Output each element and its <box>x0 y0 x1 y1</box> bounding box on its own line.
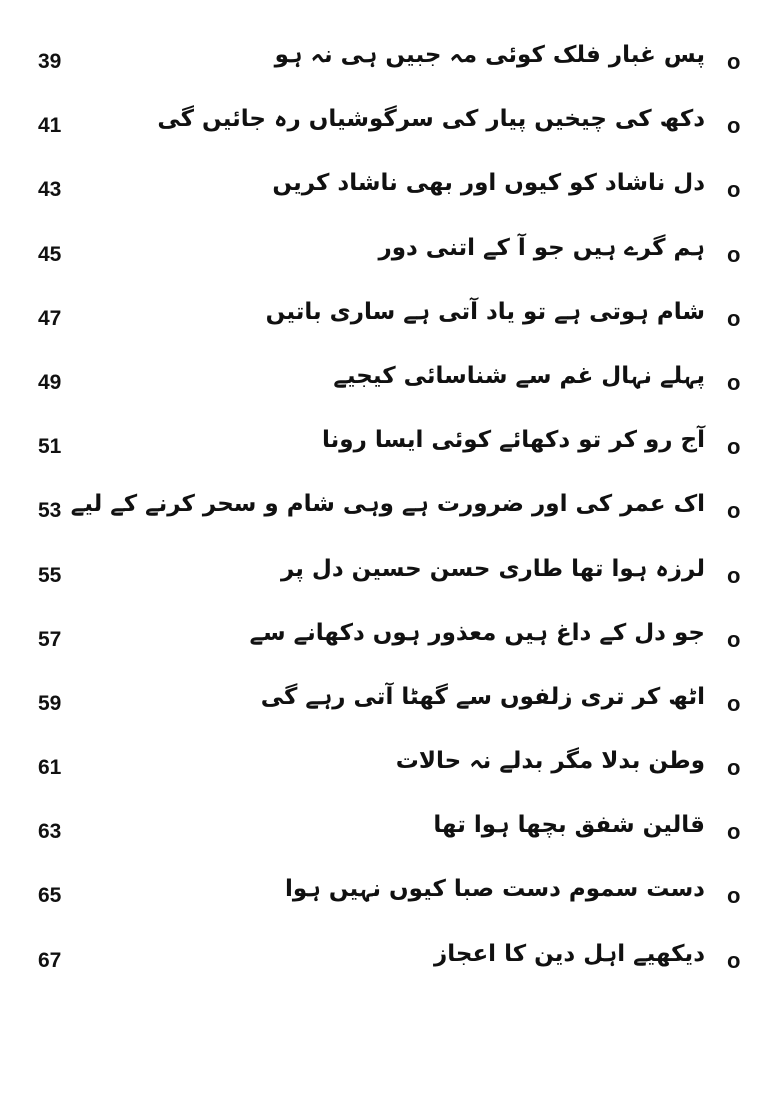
entry-title: ہم گرے ہیں جو آ کے اتنی دور <box>378 234 705 261</box>
entry-title: جو دل کے داغ ہیں معذور ہوں دکھانے سے <box>249 619 705 646</box>
toc-entry <box>0 872 780 936</box>
toc-entry <box>0 808 780 872</box>
entry-title: پس غبار فلک کوئی مہ جبیں ہی نہ ہو <box>274 42 705 68</box>
entry-title: اک عمر کی اور ضرورت ہے وہی شام و سحر کرنے کے لیے <box>70 491 705 518</box>
bullet-icon: o <box>727 562 741 588</box>
entry-title: دکھ کی چیخیں پیار کی سرگوشیاں رہ جائیں گی <box>157 106 705 133</box>
toc-entry <box>0 423 780 487</box>
toc-entry <box>0 166 780 230</box>
entry-title: اٹھ کر تری زلفوں سے گھٹا آتی رہے گی <box>260 683 705 710</box>
bullet-icon: o <box>727 626 741 652</box>
toc-entry <box>0 231 780 295</box>
page-number: 67 <box>38 948 62 972</box>
toc-entry <box>0 616 780 680</box>
page-number: 59 <box>38 691 62 715</box>
toc-entry <box>0 487 780 551</box>
entry-title: دل ناشاد کو کیوں اور بھی ناشاد کریں <box>272 170 705 197</box>
bullet-icon: o <box>727 947 741 973</box>
entry-title: پہلے نہال غم سے شناسائی کیجیے <box>333 362 705 389</box>
bullet-icon: o <box>727 113 741 139</box>
page-number: 47 <box>38 306 62 330</box>
toc-entry <box>0 295 780 359</box>
toc-entry <box>0 680 780 744</box>
page-number: 63 <box>38 820 62 844</box>
page-number: 43 <box>38 178 62 202</box>
page-number: 61 <box>38 756 62 780</box>
entry-title: دیکھیے اہل دین کا اعجاز <box>434 940 705 967</box>
page-number: 45 <box>38 242 62 266</box>
page-number: 65 <box>38 884 62 908</box>
toc-entry <box>0 359 780 423</box>
bullet-icon: o <box>727 690 741 716</box>
bullet-icon: o <box>727 305 741 331</box>
bullet-icon: o <box>727 755 741 781</box>
toc-entry <box>0 937 780 1001</box>
entry-title: آج رو کر تو دکھائے کوئی ایسا رونا <box>322 427 705 454</box>
entry-title: دست سموم دست صبا کیوں نہیں ہوا <box>285 876 705 903</box>
entry-title: قالین شفق بچھا ہوا تھا <box>433 812 705 839</box>
bullet-icon: o <box>727 241 741 267</box>
bullet-icon: o <box>727 369 741 395</box>
bullet-icon: o <box>727 819 741 845</box>
entry-title: وطن بدلا مگر بدلے نہ حالات <box>395 748 705 775</box>
toc-entry <box>0 552 780 616</box>
bullet-icon: o <box>727 498 741 524</box>
page-number: 53 <box>38 499 62 523</box>
bullet-icon: o <box>727 177 741 203</box>
page-number: 39 <box>38 50 62 73</box>
entry-title: شام ہوتی ہے تو یاد آتی ہے ساری باتیں <box>265 298 705 325</box>
page-number: 51 <box>38 435 62 459</box>
page-number: 57 <box>38 627 62 651</box>
toc-entry <box>0 102 780 166</box>
toc-entry <box>0 38 780 102</box>
entry-title: لرزہ ہوا تھا طاری حسن حسین دل پر <box>280 555 705 582</box>
bullet-icon: o <box>727 434 741 460</box>
page-number: 55 <box>38 563 62 587</box>
page-number: 41 <box>38 114 62 138</box>
page-number: 49 <box>38 370 62 394</box>
bullet-icon: o <box>727 49 741 74</box>
bullet-icon: o <box>727 883 741 909</box>
table-of-contents <box>0 38 780 1001</box>
toc-entry <box>0 744 780 808</box>
